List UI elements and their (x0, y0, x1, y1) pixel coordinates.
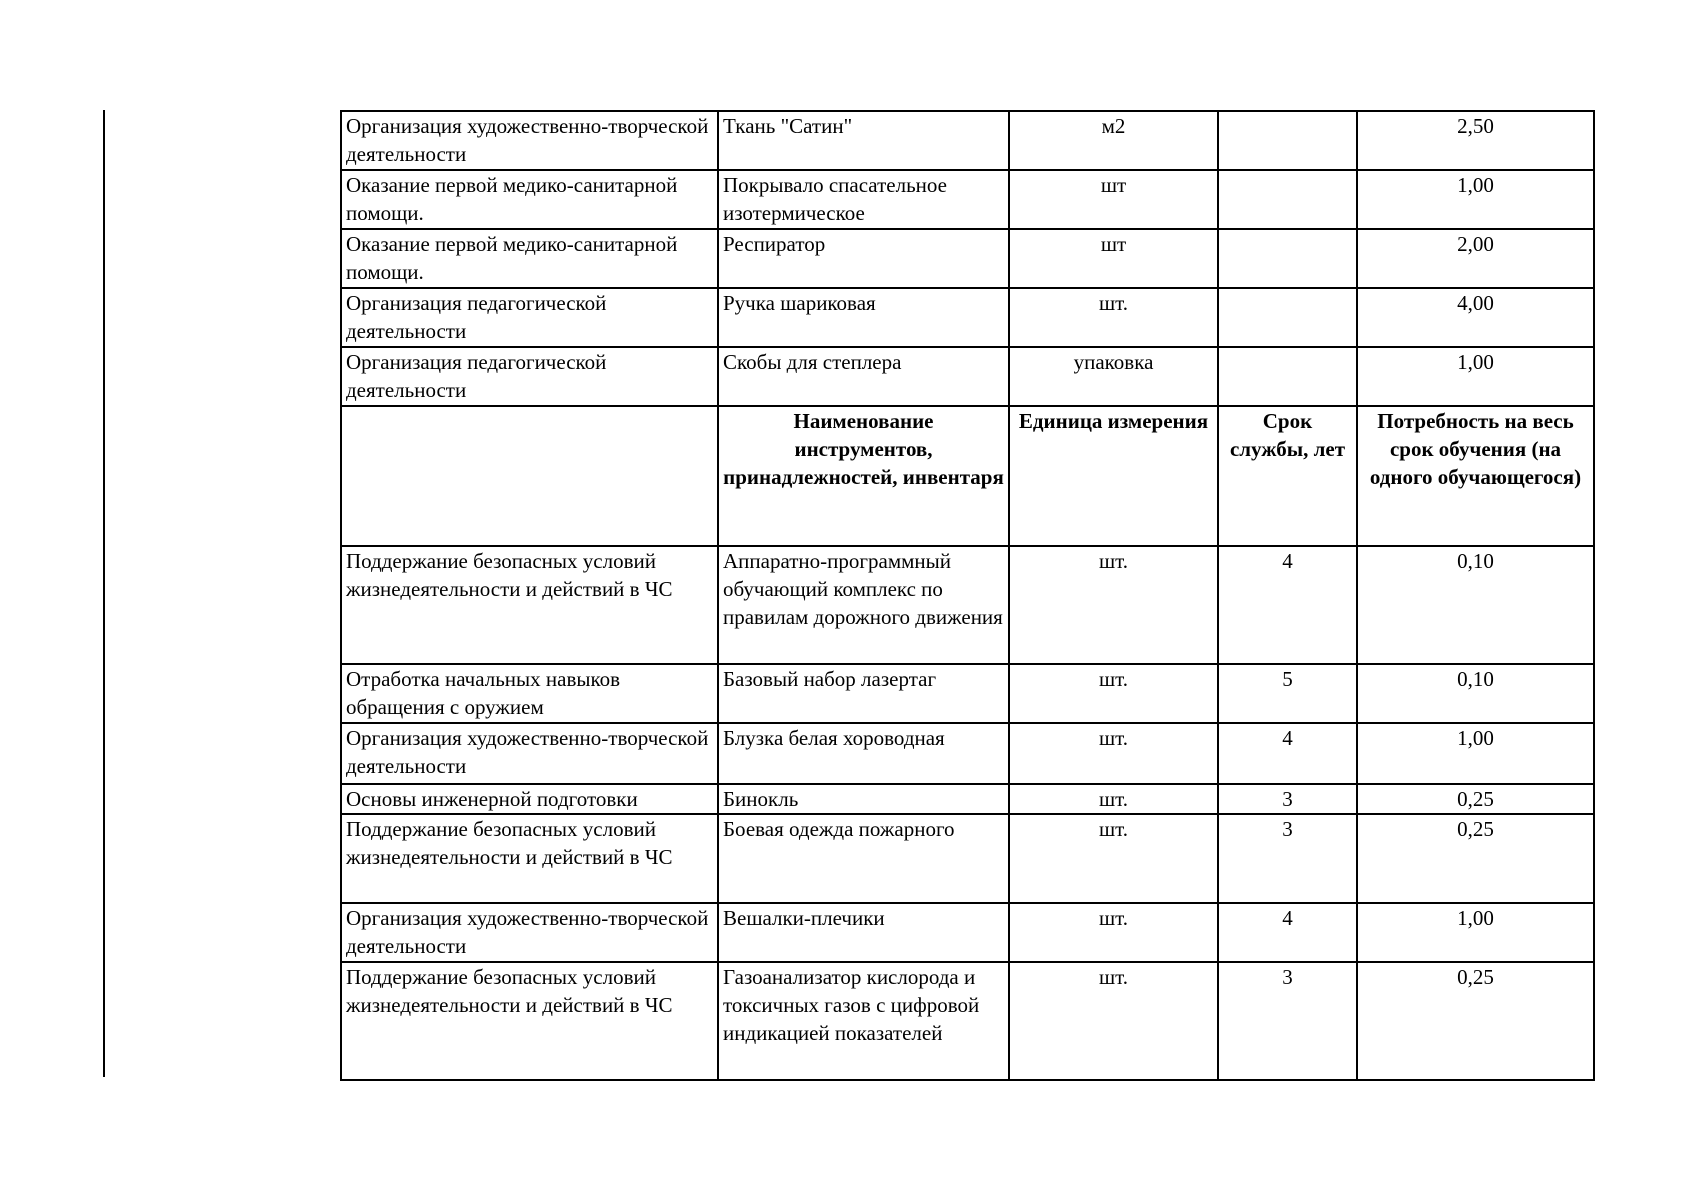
unit-cell: шт. (1009, 962, 1218, 1080)
quantity-cell: 1,00 (1357, 903, 1594, 962)
activity-cell: Организация художественно-творческой деятельности (341, 111, 718, 170)
table-row (341, 723, 1594, 784)
table-row (341, 111, 1594, 170)
service-life-cell: 4 (1218, 546, 1357, 664)
service-life-cell: 3 (1218, 784, 1357, 814)
quantity-cell: 0,10 (1357, 664, 1594, 723)
unit-cell: шт (1009, 170, 1218, 229)
item-cell: Газоанализатор кислорода и токсичных газов с цифровой индикацией показателей (718, 962, 1009, 1080)
table-row (341, 664, 1594, 723)
item-cell: Бинокль (718, 784, 1009, 814)
header-service-life-cell: Срок службы, лет (1218, 406, 1357, 546)
header-activity-cell (341, 406, 718, 546)
page-margin-line (103, 110, 105, 1077)
service-life-cell (1218, 111, 1357, 170)
activity-cell: Отработка начальных навыков обращения с оружием (341, 664, 718, 723)
header-quantity-cell: Потребность на весь срок обучения (на одного обучающегося) (1357, 406, 1594, 546)
item-cell: Вешалки-плечики (718, 903, 1009, 962)
equipment-table (340, 110, 1595, 1081)
quantity-cell: 0,25 (1357, 784, 1594, 814)
quantity-cell: 1,00 (1357, 347, 1594, 406)
item-cell: Блузка белая хороводная (718, 723, 1009, 784)
quantity-cell: 0,10 (1357, 546, 1594, 664)
service-life-cell: 4 (1218, 723, 1357, 784)
service-life-cell: 3 (1218, 962, 1357, 1080)
item-cell: Базовый набор лазертаг (718, 664, 1009, 723)
header-item-cell: Наименование инструментов, принадлежностей, инвентаря (718, 406, 1009, 546)
service-life-cell: 3 (1218, 814, 1357, 903)
unit-cell: шт. (1009, 288, 1218, 347)
unit-cell: шт. (1009, 723, 1218, 784)
quantity-cell: 2,50 (1357, 111, 1594, 170)
quantity-cell: 1,00 (1357, 723, 1594, 784)
activity-cell: Поддержание безопасных условий жизнедеятельности и действий в ЧС (341, 814, 718, 903)
table-row (341, 962, 1594, 1080)
service-life-cell (1218, 288, 1357, 347)
unit-cell: шт. (1009, 664, 1218, 723)
service-life-cell (1218, 229, 1357, 288)
activity-cell: Организация педагогической деятельности (341, 347, 718, 406)
item-cell: Скобы для степлера (718, 347, 1009, 406)
item-cell: Покрывало спасательное изотермическое (718, 170, 1009, 229)
item-cell: Респиратор (718, 229, 1009, 288)
activity-cell: Поддержание безопасных условий жизнедеятельности и действий в ЧС (341, 962, 718, 1080)
unit-cell: шт. (1009, 814, 1218, 903)
item-cell: Ткань "Сатин" (718, 111, 1009, 170)
activity-cell: Организация художественно-творческой деятельности (341, 723, 718, 784)
activity-cell: Организация художественно-творческой деятельности (341, 903, 718, 962)
table-row (341, 347, 1594, 406)
activity-cell: Оказание первой медико-санитарной помощи. (341, 229, 718, 288)
activity-cell: Основы инженерной подготовки (341, 784, 718, 814)
quantity-cell: 0,25 (1357, 962, 1594, 1080)
activity-cell: Поддержание безопасных условий жизнедеятельности и действий в ЧС (341, 546, 718, 664)
quantity-cell: 1,00 (1357, 170, 1594, 229)
activity-cell: Оказание первой медико-санитарной помощи. (341, 170, 718, 229)
activity-cell: Организация педагогической деятельности (341, 288, 718, 347)
table-header-row (341, 406, 1594, 546)
unit-cell: шт. (1009, 784, 1218, 814)
item-cell: Аппаратно-программный обучающий комплекс по правилам дорожного движения (718, 546, 1009, 664)
service-life-cell: 4 (1218, 903, 1357, 962)
table-row (341, 288, 1594, 347)
quantity-cell: 0,25 (1357, 814, 1594, 903)
unit-cell: упаковка (1009, 347, 1218, 406)
service-life-cell: 5 (1218, 664, 1357, 723)
unit-cell: м2 (1009, 111, 1218, 170)
table-row (341, 814, 1594, 903)
table-row (341, 903, 1594, 962)
item-cell: Ручка шариковая (718, 288, 1009, 347)
item-cell: Боевая одежда пожарного (718, 814, 1009, 903)
service-life-cell (1218, 170, 1357, 229)
table-row (341, 229, 1594, 288)
header-unit-cell: Единица измерения (1009, 406, 1218, 546)
quantity-cell: 4,00 (1357, 288, 1594, 347)
table-row (341, 546, 1594, 664)
table-row (341, 170, 1594, 229)
unit-cell: шт (1009, 229, 1218, 288)
unit-cell: шт. (1009, 546, 1218, 664)
unit-cell: шт. (1009, 903, 1218, 962)
quantity-cell: 2,00 (1357, 229, 1594, 288)
service-life-cell (1218, 347, 1357, 406)
table-row (341, 784, 1594, 814)
